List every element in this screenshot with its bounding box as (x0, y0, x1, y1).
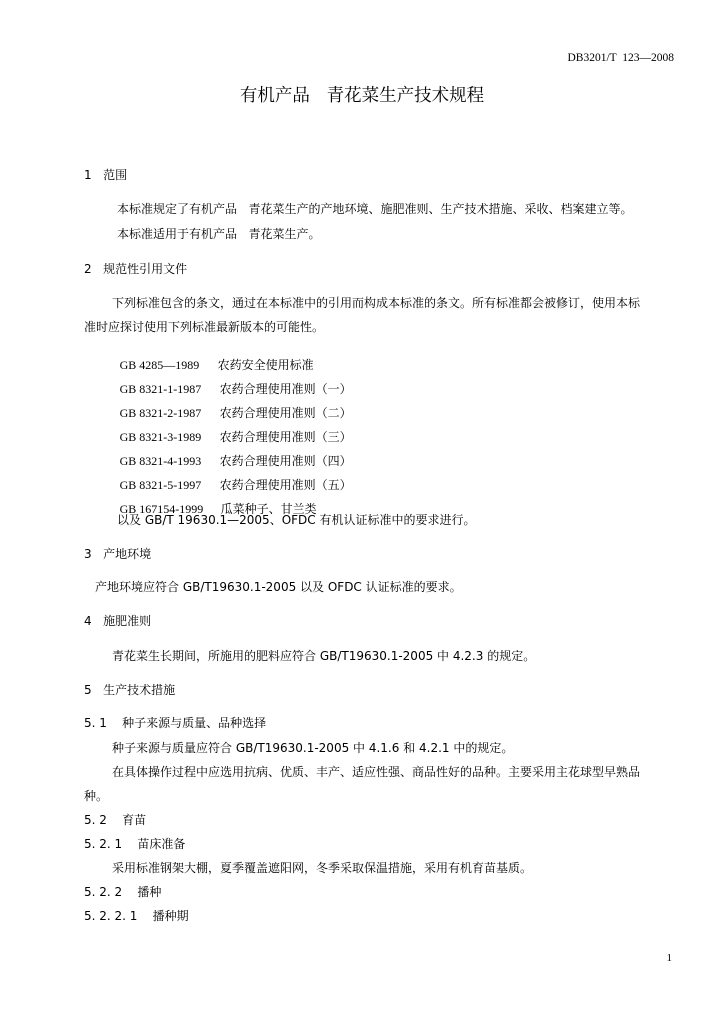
section-5-1-paragraph-2-line-2: 种。 (84, 789, 109, 803)
reference-name: 农药安全使用标准 (217, 358, 314, 372)
reference-name: 农药合理使用准则（三） (219, 430, 352, 444)
reference-code: GB 8321-1-1987 (119, 382, 202, 396)
section-5-1-paragraph-1: 种子来源与质量应符合 GB/T19630.1-2005 中 4.1.6 和 4.2.1 中的规定。 (112, 741, 514, 755)
section-5-2-2-1-heading: 5. 2. 2. 1 播种期 (84, 909, 189, 923)
reference-code: GB 8321-2-1987 (119, 406, 202, 420)
section-2-heading: 2 规范性引用文件 (84, 262, 188, 276)
section-5-2-1-paragraph-1: 采用标准钢架大棚，夏季覆盖遮阳网，冬季采取保温措施，采用有机育苗基质。 (112, 861, 533, 875)
section-3-paragraph-1: 产地环境应符合 GB/T19630.1-2005 以及 OFDC 认证标准的要求。 (95, 580, 462, 594)
section-5-1-heading: 5. 1 种子来源与质量、品种选择 (84, 716, 267, 730)
reference-name: 农药合理使用准则（四） (219, 454, 352, 468)
reference-code: GB 167154-1999 (119, 502, 204, 516)
reference-name: 瓜菜种子、甘兰类 (220, 502, 317, 516)
section-1-paragraph-1: 本标准规定了有机产品 青花菜生产的产地环境、施肥准则、生产技术措施、采收、档案建立等。 (117, 202, 633, 216)
reference-code: GB 8321-5-1997 (119, 478, 202, 492)
section-4-heading: 4 施肥准则 (84, 614, 152, 628)
section-4-paragraph-1: 青花菜生长期间，所施用的肥料应符合 GB/T19630.1-2005 中 4.2.3 的规定。 (112, 649, 536, 663)
reference-item (112, 488, 317, 516)
section-2-paragraph-1-line-2: 准时应探讨使用下列标准最新版本的可能性。 (84, 320, 325, 334)
section-5-2-heading: 5. 2 育苗 (84, 813, 147, 827)
section-5-2-1-heading: 5. 2. 1 苗床准备 (84, 837, 186, 851)
section-3-heading: 3 产地环境 (84, 547, 152, 561)
section-5-1-paragraph-2-line-1: 在具体操作过程中应选用抗病、优质、丰产、适应性强、商品性好的品种。主要采用主花球型早熟品 (112, 765, 641, 779)
reference-name: 农药合理使用准则（五） (219, 478, 352, 492)
section-1-paragraph-2: 本标准适用于有机产品 青花菜生产。 (117, 227, 321, 241)
section-2-paragraph-2: 以及 GB/T 19630.1—2005、OFDC 有机认证标准中的要求进行。 (117, 513, 476, 527)
document-code: DB3201/T 123—2008 (567, 52, 674, 64)
document-title: 有机产品 青花菜生产技术规程 (239, 86, 485, 106)
section-1-heading: 1 范围 (84, 168, 128, 182)
section-2-paragraph-1-line-1: 下列标准包含的条文，通过在本标准中的引用而构成本标准的条文。所有标准都会被修订，使用本标 (112, 296, 641, 310)
section-5-heading: 5 生产技术措施 (84, 683, 176, 697)
reference-name: 农药合理使用准则（二） (219, 406, 352, 420)
reference-code: GB 4285—1989 (119, 358, 200, 372)
reference-name: 农药合理使用准则（一） (219, 382, 352, 396)
section-5-2-2-heading: 5. 2. 2 播种 (84, 885, 162, 899)
reference-code: GB 8321-4-1993 (119, 454, 202, 468)
page-number: 1 (666, 952, 672, 964)
reference-code: GB 8321-3-1989 (119, 430, 202, 444)
